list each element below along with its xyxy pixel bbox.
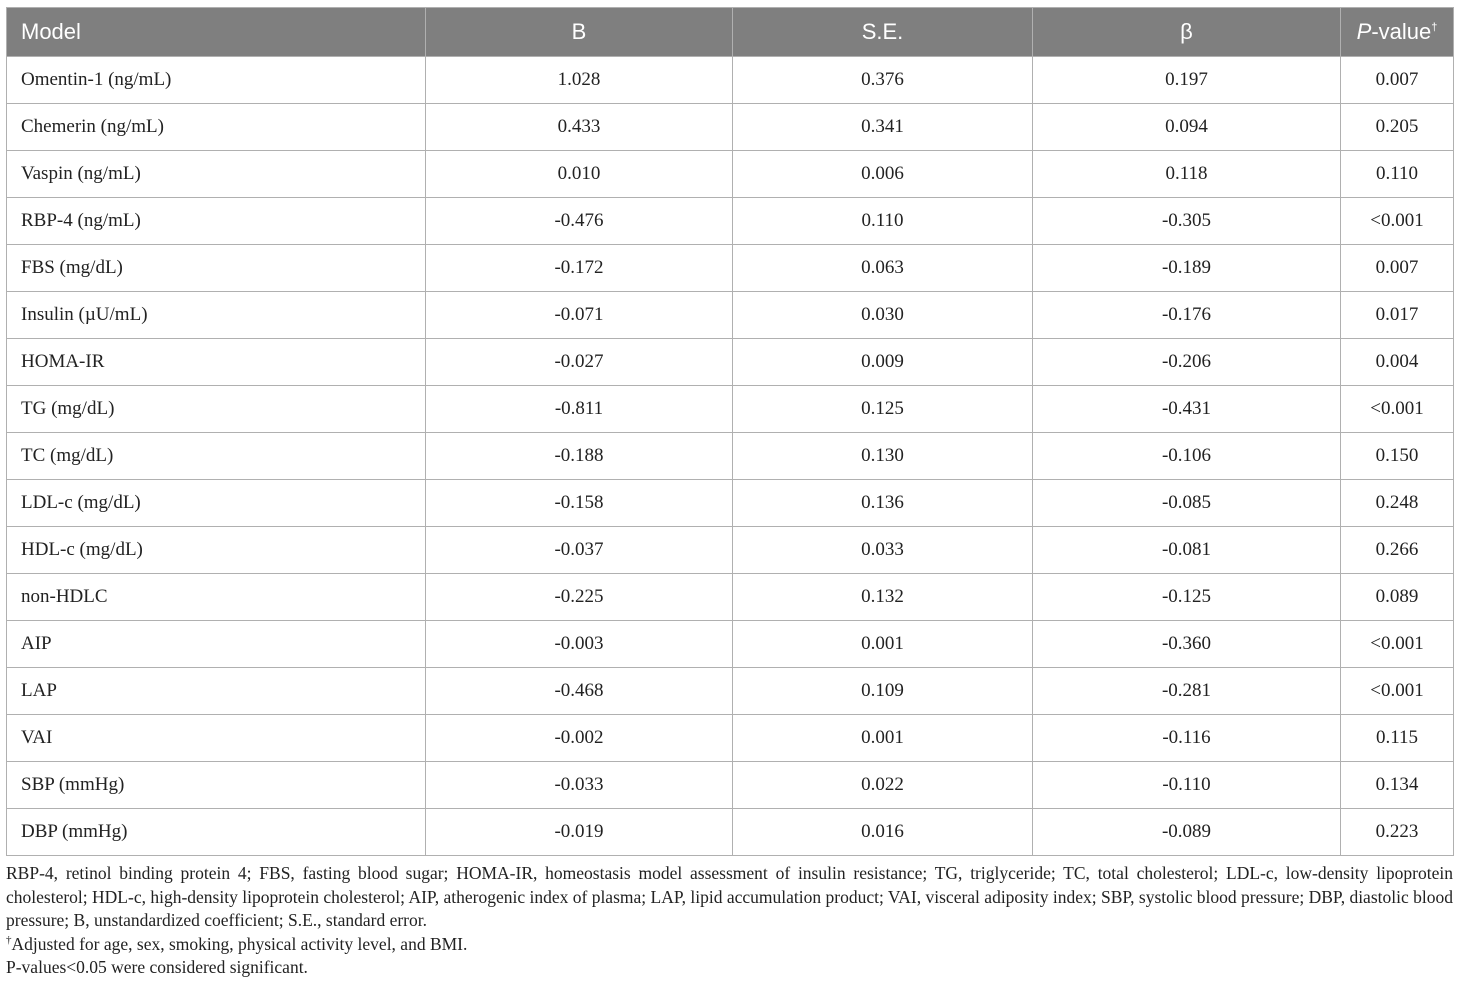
cell-beta: -0.176 xyxy=(1033,292,1341,339)
cell-p-value: 0.089 xyxy=(1341,574,1454,621)
header-b: B xyxy=(426,8,733,57)
table-row xyxy=(7,480,1454,527)
header-model: Model xyxy=(7,8,426,57)
cell-b: -0.188 xyxy=(426,433,733,480)
cell-se: 0.016 xyxy=(733,809,1033,856)
cell-beta: -0.305 xyxy=(1033,198,1341,245)
cell-model: RBP-4 (ng/mL) xyxy=(7,198,426,245)
cell-b: 1.028 xyxy=(426,57,733,104)
table-footnotes xyxy=(6,862,1453,980)
header-se: S.E. xyxy=(733,8,1033,57)
cell-p-value: <0.001 xyxy=(1341,668,1454,715)
footnote-abbreviations: RBP-4, retinol binding protein 4; FBS, fasting blood sugar; HOMA-IR, homeostasis model assessment of insulin resistance; TG, triglyceride; TC, total cholesterol; LDL-c, low-density lipoprotein cholesterol; HDL-c, high-density lipoprotein cholesterol; AIP, atherogenic index of plasma; LAP, lipid accumulation product; VAI, visceral adiposity index; SBP, systolic blood pressure; DBP, diastolic blood pressure; B, unstandardized coefficient; S.E., standard error. xyxy=(6,863,1453,930)
cell-b: -0.071 xyxy=(426,292,733,339)
cell-se: 0.030 xyxy=(733,292,1033,339)
cell-model: Vaspin (ng/mL) xyxy=(7,151,426,198)
cell-b: -0.225 xyxy=(426,574,733,621)
table-row xyxy=(7,809,1454,856)
cell-se: 0.132 xyxy=(733,574,1033,621)
cell-p-value: 0.007 xyxy=(1341,57,1454,104)
cell-beta: -0.125 xyxy=(1033,574,1341,621)
cell-beta: -0.081 xyxy=(1033,527,1341,574)
regression-table-container xyxy=(6,7,1453,856)
cell-model: TC (mg/dL) xyxy=(7,433,426,480)
table-row xyxy=(7,386,1454,433)
cell-se: 0.376 xyxy=(733,57,1033,104)
cell-b: -0.811 xyxy=(426,386,733,433)
cell-p-value: 0.266 xyxy=(1341,527,1454,574)
cell-model: LDL-c (mg/dL) xyxy=(7,480,426,527)
regression-table xyxy=(6,7,1454,856)
cell-se: 0.022 xyxy=(733,762,1033,809)
table-row xyxy=(7,339,1454,386)
cell-b: -0.002 xyxy=(426,715,733,762)
cell-beta: -0.281 xyxy=(1033,668,1341,715)
header-p-value xyxy=(1341,8,1454,57)
cell-p-value: 0.150 xyxy=(1341,433,1454,480)
header-beta: β xyxy=(1033,8,1341,57)
cell-se: 0.006 xyxy=(733,151,1033,198)
cell-model: Insulin (µU/mL) xyxy=(7,292,426,339)
cell-model: VAI xyxy=(7,715,426,762)
table-body xyxy=(7,57,1454,856)
cell-p-value: 0.248 xyxy=(1341,480,1454,527)
footnote-significance: P-values<0.05 were considered significant. xyxy=(6,957,308,977)
cell-p-value: <0.001 xyxy=(1341,198,1454,245)
table-row xyxy=(7,104,1454,151)
table-row xyxy=(7,527,1454,574)
cell-se: 0.033 xyxy=(733,527,1033,574)
cell-b: 0.433 xyxy=(426,104,733,151)
cell-p-value: <0.001 xyxy=(1341,621,1454,668)
cell-b: -0.027 xyxy=(426,339,733,386)
table-row xyxy=(7,574,1454,621)
cell-p-value: 0.110 xyxy=(1341,151,1454,198)
table-header xyxy=(7,8,1454,57)
header-row xyxy=(7,8,1454,57)
cell-se: 0.110 xyxy=(733,198,1033,245)
table-row xyxy=(7,762,1454,809)
cell-model: AIP xyxy=(7,621,426,668)
cell-b: -0.037 xyxy=(426,527,733,574)
cell-p-value: 0.004 xyxy=(1341,339,1454,386)
footnote-dagger: † xyxy=(6,933,12,946)
cell-p-value: 0.205 xyxy=(1341,104,1454,151)
table-row xyxy=(7,621,1454,668)
cell-beta: -0.116 xyxy=(1033,715,1341,762)
cell-model: TG (mg/dL) xyxy=(7,386,426,433)
cell-se: 0.341 xyxy=(733,104,1033,151)
cell-se: 0.125 xyxy=(733,386,1033,433)
cell-beta: -0.431 xyxy=(1033,386,1341,433)
header-p-dagger: † xyxy=(1431,21,1438,34)
cell-b: -0.033 xyxy=(426,762,733,809)
cell-p-value: 0.017 xyxy=(1341,292,1454,339)
header-p-rest: -value xyxy=(1371,19,1432,44)
footnote-adjusted-text: Adjusted for age, sex, smoking, physical activity level, and BMI. xyxy=(11,933,468,954)
cell-beta: -0.206 xyxy=(1033,339,1341,386)
cell-model: HDL-c (mg/dL) xyxy=(7,527,426,574)
cell-model: SBP (mmHg) xyxy=(7,762,426,809)
cell-p-value: 0.223 xyxy=(1341,809,1454,856)
cell-model: Chemerin (ng/mL) xyxy=(7,104,426,151)
cell-model: HOMA-IR xyxy=(7,339,426,386)
table-row xyxy=(7,245,1454,292)
cell-beta: 0.094 xyxy=(1033,104,1341,151)
cell-b: -0.476 xyxy=(426,198,733,245)
cell-p-value: 0.134 xyxy=(1341,762,1454,809)
cell-beta: -0.110 xyxy=(1033,762,1341,809)
cell-se: 0.001 xyxy=(733,715,1033,762)
cell-p-value: <0.001 xyxy=(1341,386,1454,433)
cell-b: -0.158 xyxy=(426,480,733,527)
table-row xyxy=(7,198,1454,245)
cell-model: DBP (mmHg) xyxy=(7,809,426,856)
table-row xyxy=(7,151,1454,198)
table-row xyxy=(7,715,1454,762)
cell-p-value: 0.007 xyxy=(1341,245,1454,292)
cell-beta: 0.118 xyxy=(1033,151,1341,198)
cell-b: -0.172 xyxy=(426,245,733,292)
table-row xyxy=(7,292,1454,339)
cell-model: FBS (mg/dL) xyxy=(7,245,426,292)
cell-se: 0.109 xyxy=(733,668,1033,715)
cell-se: 0.063 xyxy=(733,245,1033,292)
cell-model: LAP xyxy=(7,668,426,715)
header-p-italic: P xyxy=(1356,19,1372,44)
cell-model: non-HDLC xyxy=(7,574,426,621)
cell-model: Omentin-1 (ng/mL) xyxy=(7,57,426,104)
cell-se: 0.009 xyxy=(733,339,1033,386)
cell-se: 0.001 xyxy=(733,621,1033,668)
cell-b: -0.019 xyxy=(426,809,733,856)
cell-beta: 0.197 xyxy=(1033,57,1341,104)
table-row xyxy=(7,433,1454,480)
table-row xyxy=(7,57,1454,104)
cell-p-value: 0.115 xyxy=(1341,715,1454,762)
cell-b: -0.003 xyxy=(426,621,733,668)
cell-beta: -0.089 xyxy=(1033,809,1341,856)
cell-beta: -0.106 xyxy=(1033,433,1341,480)
cell-beta: -0.085 xyxy=(1033,480,1341,527)
cell-beta: -0.360 xyxy=(1033,621,1341,668)
cell-beta: -0.189 xyxy=(1033,245,1341,292)
footnote-adjusted xyxy=(6,933,1453,957)
cell-b: 0.010 xyxy=(426,151,733,198)
table-row xyxy=(7,668,1454,715)
cell-se: 0.136 xyxy=(733,480,1033,527)
cell-b: -0.468 xyxy=(426,668,733,715)
cell-se: 0.130 xyxy=(733,433,1033,480)
